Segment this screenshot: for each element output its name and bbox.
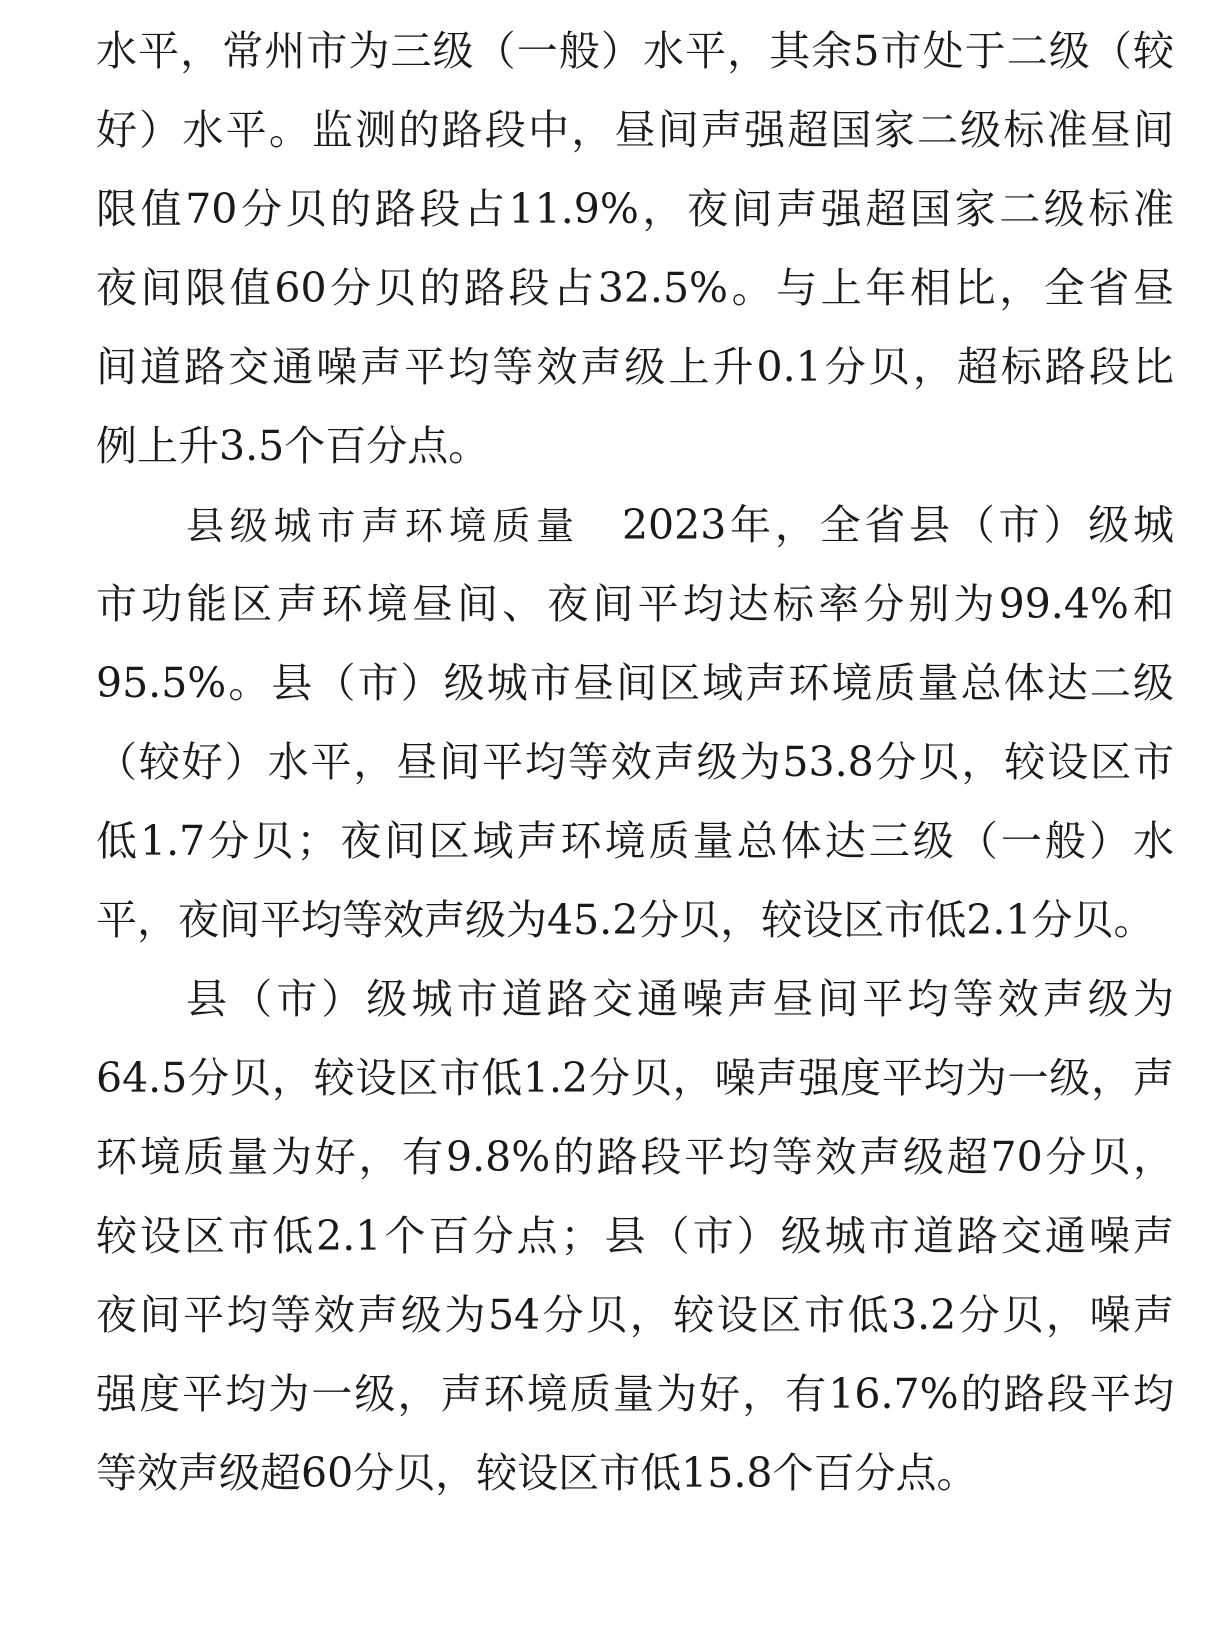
paragraph-1-line-3: 限值70分贝的路段占11.9%，夜间声强超国家二级标准 — [96, 185, 1174, 233]
paragraph-2-line-3: 95.5%。县（市）级城市昼间区域声环境质量总体达二级 — [96, 659, 1174, 707]
paragraph-2-line-1-text: 2023年，全省县（市）级城 — [621, 501, 1174, 549]
paragraph-3-line-5: 夜间平均等效声级为54分贝，较设区市低3.2分贝，噪声 — [96, 1291, 1174, 1339]
paragraph-1-line-2: 好）水平。监测的路段中，昼间声强超国家二级标准昼间 — [96, 106, 1174, 154]
paragraph-2-line-2: 市功能区声环境昼间、夜间平均达标率分别为99.4%和 — [96, 580, 1174, 628]
paragraph-3-line-1: 县（市）级城市道路交通噪声昼间平均等效声级为 — [186, 975, 1174, 1023]
paragraph-2-line-1 — [186, 486, 1174, 564]
paragraph-3-line-4: 较设区市低2.1个百分点；县（市）级城市道路交通噪声 — [96, 1212, 1174, 1260]
paragraph-3-line-2: 64.5分贝，较设区市低1.2分贝，噪声强度平均为一级，声 — [96, 1054, 1174, 1102]
paragraph-2-line-6: 平，夜间平均等效声级为45.2分贝，较设区市低2.1分贝。 — [96, 896, 1155, 944]
section-heading: 县级城市声环境质量 — [186, 504, 580, 548]
paragraph-3-line-6: 强度平均为一级，声环境质量为好，有16.7%的路段平均 — [96, 1370, 1174, 1418]
paragraph-1-line-6: 例上升3.5个百分点。 — [96, 422, 490, 470]
paragraph-2-line-4: （较好）水平，昼间平均等效声级为53.8分贝，较设区市 — [96, 738, 1174, 786]
paragraph-1-line-5: 间道路交通噪声平均等效声级上升0.1分贝，超标路段比 — [96, 343, 1174, 391]
paragraph-3-line-7: 等效声级超60分贝，较设区市低15.8个百分点。 — [96, 1449, 978, 1497]
paragraph-1-line-4: 夜间限值60分贝的路段占32.5%。与上年相比，全省昼 — [96, 264, 1174, 312]
paragraph-3-line-3: 环境质量为好，有9.8%的路段平均等效声级超70分贝， — [96, 1133, 1174, 1181]
paragraph-2-line-5: 低1.7分贝；夜间区域声环境质量总体达三级（一般）水 — [96, 817, 1174, 865]
paragraph-1-line-1: 水平，常州市为三级（一般）水平，其余5市处于二级（较 — [96, 27, 1174, 75]
